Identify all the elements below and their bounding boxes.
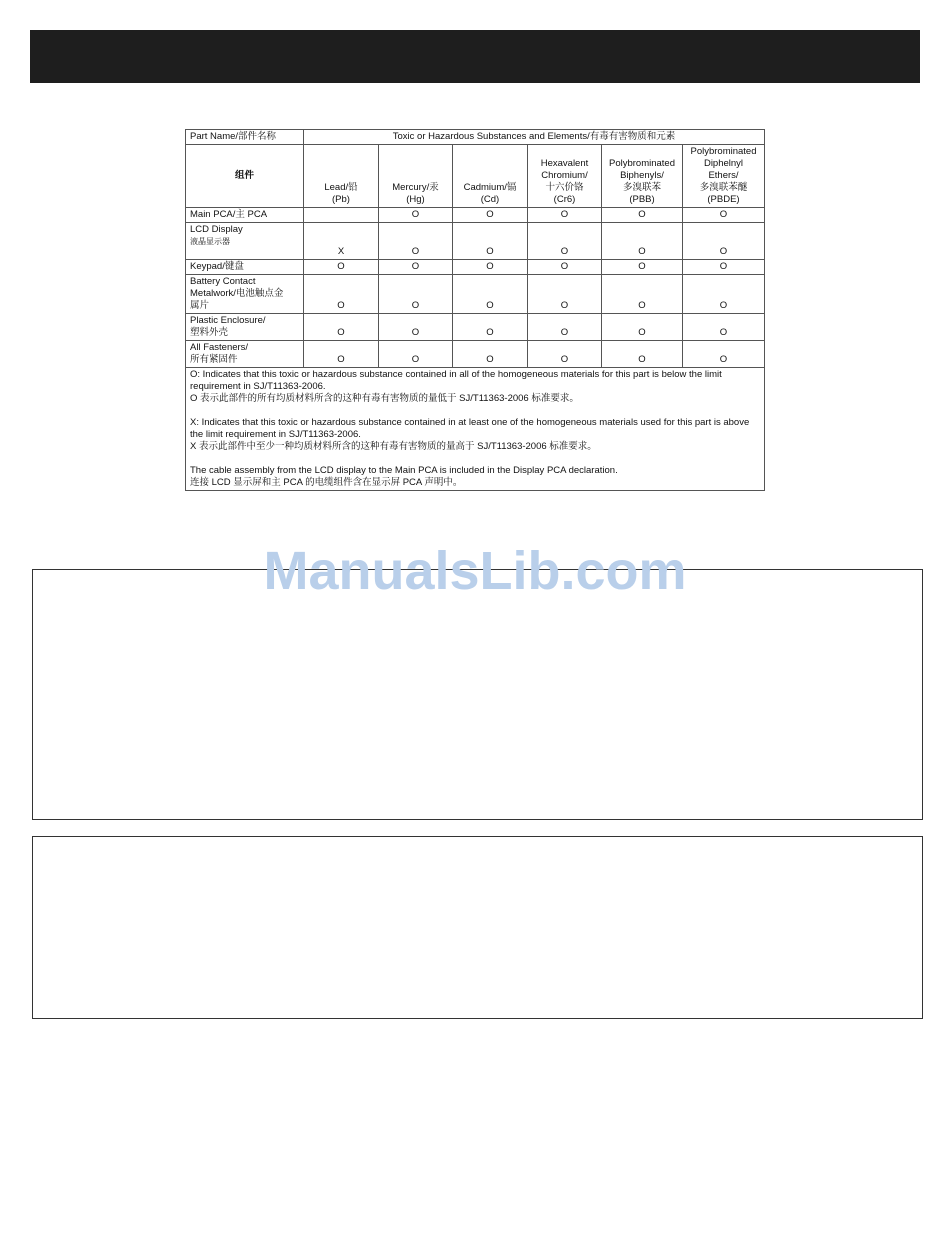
part-name-line: 塑料外壳 xyxy=(190,327,229,338)
part-name-header: Part Name/部件名称 xyxy=(186,130,304,145)
value-cell: O xyxy=(602,208,683,223)
note-o-en: O: Indicates that this toxic or hazardous substance contained in all of the homogeneous materials for this part is below the limit requirement in SJ/T11363-2006. xyxy=(190,369,722,392)
notes-row xyxy=(186,368,765,491)
notes-cell xyxy=(186,368,765,491)
part-name-line: Main PCA/主 PCA xyxy=(190,209,268,220)
column-header-line: 十六价铬 xyxy=(545,182,584,193)
value-cell xyxy=(304,208,379,223)
column-header-line: 多溴联苯 xyxy=(622,182,661,193)
column-header-line: (Cd) xyxy=(480,194,500,205)
column-header xyxy=(683,145,765,208)
empty-frame-1 xyxy=(32,569,923,820)
column-header-line: (PBB) xyxy=(629,194,655,205)
part-name-line: Plastic Enclosure/ xyxy=(190,315,266,326)
part-name-line: LCD Display xyxy=(190,224,243,235)
column-header-line: (Hg) xyxy=(406,194,425,205)
value-cell: O xyxy=(528,260,602,275)
part-name-cell xyxy=(186,208,304,223)
part-name-cell xyxy=(186,314,304,341)
column-header-line: Biphenyls/ xyxy=(620,170,664,181)
note-cable-en: The cable assembly from the LCD display to the Main PCA is included in the Display PCA declaration. xyxy=(190,465,618,476)
value-cell: O xyxy=(453,223,528,260)
note-o-cn: O 表示此部件的所有均质材料所含的这种有毒有害物质的量低于 SJ/T11363-2006 标准要求。 xyxy=(190,393,579,404)
column-header-line: Mercury/汞 xyxy=(392,182,439,193)
hazardous-substances-table xyxy=(185,129,765,491)
header-bar xyxy=(30,30,920,83)
column-header-line: Lead/铅 xyxy=(324,182,358,193)
value-cell: O xyxy=(453,260,528,275)
table-row xyxy=(186,208,765,223)
part-name-cell xyxy=(186,341,304,368)
column-header-line: Diphelnyl xyxy=(703,158,744,169)
value-cell: O xyxy=(453,208,528,223)
watermark: ManualsLib.com xyxy=(263,541,687,601)
value-cell: O xyxy=(379,341,453,368)
table-row xyxy=(186,314,765,341)
column-header xyxy=(304,145,379,208)
value-cell: O xyxy=(304,314,379,341)
value-cell: O xyxy=(683,208,765,223)
table-row xyxy=(186,223,765,260)
value-cell: O xyxy=(304,275,379,314)
value-cell: O xyxy=(304,260,379,275)
value-cell: O xyxy=(528,314,602,341)
value-cell: O xyxy=(453,314,528,341)
value-cell: O xyxy=(602,223,683,260)
value-cell: O xyxy=(602,275,683,314)
column-header xyxy=(379,145,453,208)
value-cell: O xyxy=(528,208,602,223)
table-row xyxy=(186,260,765,275)
value-cell: O xyxy=(528,223,602,260)
value-cell: O xyxy=(453,341,528,368)
value-cell: O xyxy=(453,275,528,314)
value-cell: O xyxy=(683,314,765,341)
value-cell: O xyxy=(379,275,453,314)
note-x-en: X: Indicates that this toxic or hazardous substance contained in at least one of the homogeneous materials used for this part is above the limit requirement in SJ/T11363-2006. xyxy=(190,417,750,440)
column-header-line: Polybrominated xyxy=(690,146,757,157)
column-header-line: 多溴联苯醚 xyxy=(699,182,748,193)
value-cell: O xyxy=(379,260,453,275)
table-header-row xyxy=(186,130,765,145)
value-cell: O xyxy=(683,341,765,368)
part-name-line: 液晶显示器 xyxy=(190,237,230,246)
column-header-line: Hexavalent xyxy=(540,158,589,169)
part-name-line: 属片 xyxy=(190,300,210,311)
value-cell: O xyxy=(602,260,683,275)
column-header xyxy=(453,145,528,208)
value-cell: O xyxy=(602,341,683,368)
value-cell: X xyxy=(304,223,379,260)
part-name-line: Metalwork/电池触点金 xyxy=(190,288,284,299)
part-name-cell xyxy=(186,275,304,314)
table-row xyxy=(186,275,765,314)
column-header-line: (PBDE) xyxy=(707,194,740,205)
part-name-cell xyxy=(186,260,304,275)
column-header-line: Cadmium/镉 xyxy=(463,182,517,193)
column-header xyxy=(528,145,602,208)
value-cell: O xyxy=(379,314,453,341)
part-name-cell xyxy=(186,223,304,260)
substances-header: Toxic or Hazardous Substances and Elements/有毒有害物质和元素 xyxy=(304,130,765,145)
empty-frame-2 xyxy=(32,836,923,1019)
part-name-line: 所有紧固件 xyxy=(190,354,238,365)
value-cell: O xyxy=(528,275,602,314)
column-header-line: Polybrominated xyxy=(608,158,675,169)
part-name-line: Keypad/键盘 xyxy=(190,261,244,272)
note-cable-cn: 连接 LCD 显示屏和主 PCA 的电缆组件含在显示屏 PCA 声明中。 xyxy=(190,477,463,488)
value-cell: O xyxy=(304,341,379,368)
value-cell: O xyxy=(683,223,765,260)
column-header-line: Chromium/ xyxy=(541,170,588,181)
component-label: 组件 xyxy=(186,145,304,208)
value-cell: O xyxy=(379,208,453,223)
value-cell: O xyxy=(683,260,765,275)
part-name-line: Battery Contact xyxy=(190,276,256,287)
value-cell: O xyxy=(528,341,602,368)
note-x-cn: X 表示此部件中至少一种均质材料所含的这种有毒有害物质的量高于 SJ/T11363-2006 标准要求。 xyxy=(190,441,597,452)
column-header xyxy=(602,145,683,208)
table-row xyxy=(186,341,765,368)
column-header-line: (Cr6) xyxy=(553,194,576,205)
value-cell: O xyxy=(683,275,765,314)
part-name-line: All Fasteners/ xyxy=(190,342,249,353)
column-header-line: Ethers/ xyxy=(708,170,739,181)
value-cell: O xyxy=(602,314,683,341)
value-cell: O xyxy=(379,223,453,260)
column-header-line: (Pb) xyxy=(332,194,350,205)
column-header-row xyxy=(186,145,765,208)
